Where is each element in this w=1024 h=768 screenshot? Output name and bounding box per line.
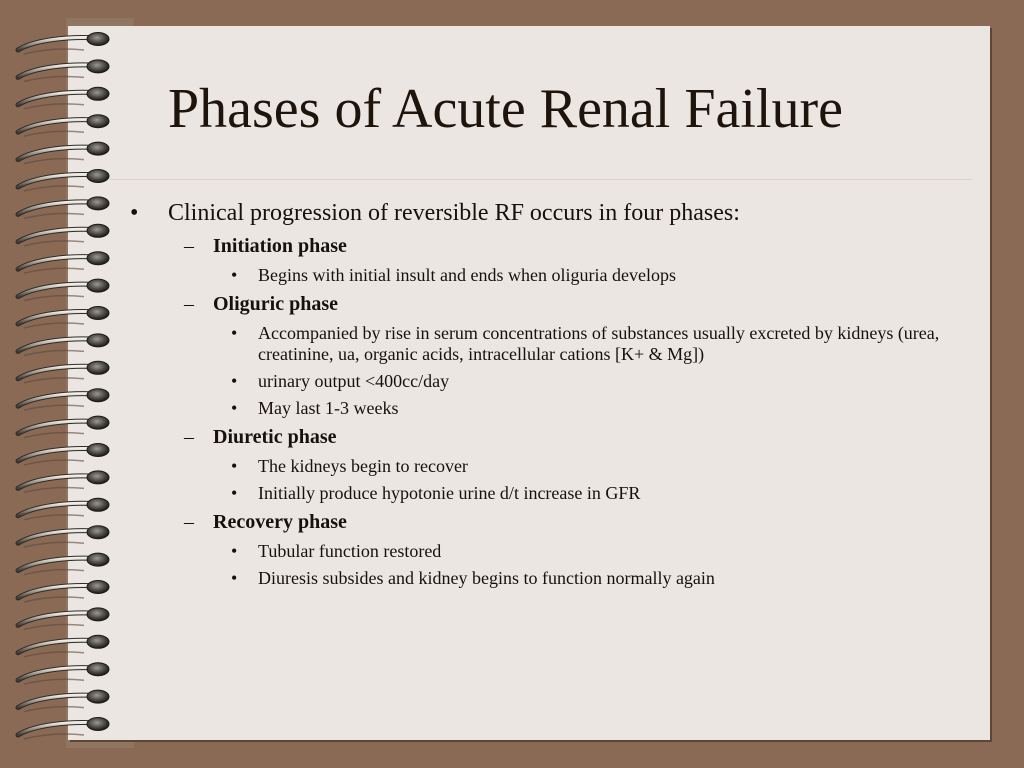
phase-point-text: The kidneys begin to recover	[258, 456, 468, 476]
bullet-icon: •	[231, 568, 238, 588]
phase-name: Initiation phase	[213, 235, 347, 257]
bullet-icon: •	[130, 200, 139, 226]
phase-point	[120, 265, 970, 286]
phase-point-text: Diuresis subsides and kidney begins to function normally again	[258, 568, 715, 588]
phase-point	[120, 541, 970, 562]
intro-text: Clinical progression of reversible RF occurs in four phases:	[168, 200, 740, 226]
bullet-icon: •	[231, 371, 238, 391]
dash-icon: –	[184, 293, 194, 315]
phase-point-text: Tubular function restored	[258, 541, 442, 561]
phase-point-text: Begins with initial insult and ends when oliguria develops	[258, 265, 676, 285]
phase-point	[120, 323, 970, 365]
bullet-icon: •	[231, 323, 238, 343]
bullet-icon: •	[231, 265, 238, 285]
intro-bullet	[120, 198, 970, 228]
spiral-binding-icon	[14, 28, 118, 748]
slide-content	[120, 198, 970, 589]
phase-point	[120, 483, 970, 504]
phase-point	[120, 398, 970, 419]
phase-heading	[120, 510, 970, 535]
phase-point-text: urinary output <400cc/day	[258, 371, 450, 391]
phase-point	[120, 371, 970, 392]
dash-icon: –	[184, 426, 194, 448]
bullet-icon: •	[231, 541, 238, 561]
phase-point	[120, 568, 970, 589]
phase-heading	[120, 234, 970, 259]
phase-heading	[120, 425, 970, 450]
phase-point	[120, 456, 970, 477]
dash-icon: –	[184, 235, 194, 257]
phase-name: Oliguric phase	[213, 293, 339, 315]
slide-title: Phases of Acute Renal Failure	[168, 78, 843, 140]
bullet-icon: •	[231, 398, 238, 418]
phase-heading	[120, 292, 970, 317]
dash-icon: –	[184, 511, 194, 533]
phase-point-text: May last 1-3 weeks	[258, 398, 399, 418]
bullet-icon: •	[231, 483, 238, 503]
phase-point-text: Initially produce hypotonie urine d/t increase in GFR	[258, 483, 641, 503]
phase-point-text: Accompanied by rise in serum concentrations of substances usually excreted by kidneys (urea, creatinine, ua, organic acids, intracellular cations [K+ & Mg])	[258, 323, 940, 364]
bullet-icon: •	[231, 456, 238, 476]
title-divider	[110, 179, 972, 180]
phase-name: Diuretic phase	[213, 426, 337, 448]
phase-name: Recovery phase	[213, 511, 347, 533]
